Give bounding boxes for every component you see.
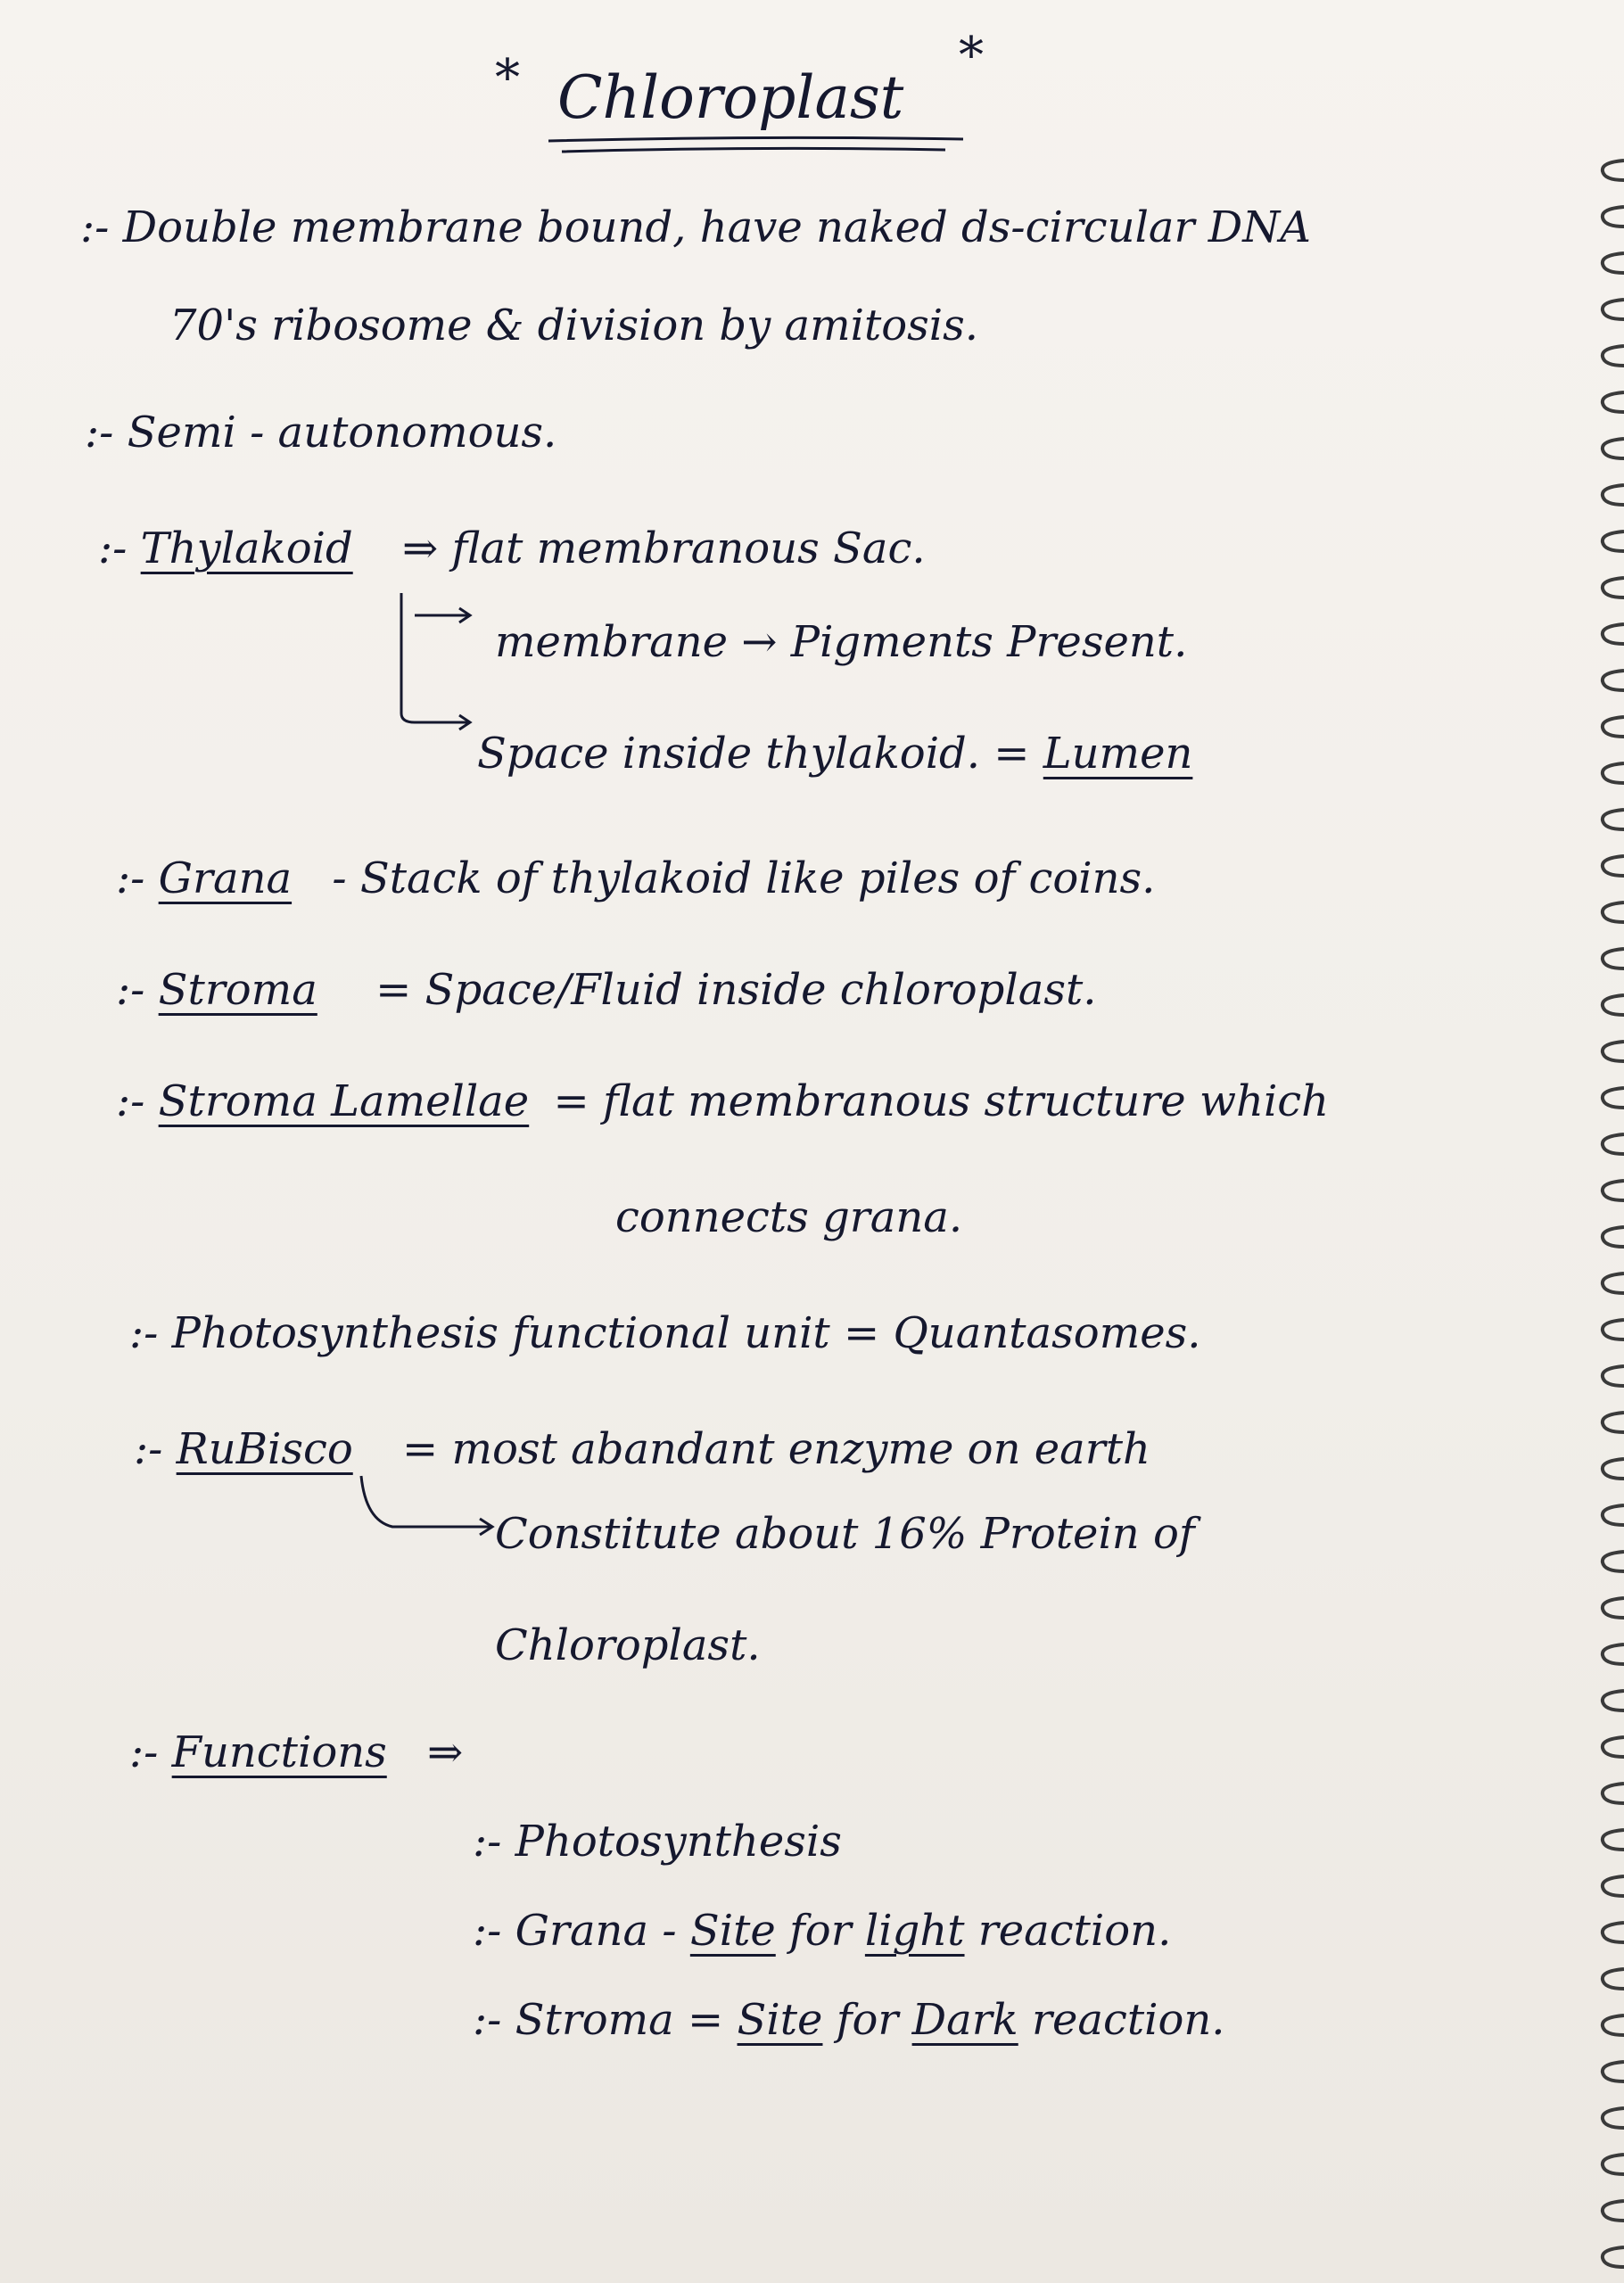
spiral-ring xyxy=(1603,2201,1624,2221)
note-membrane-pigments: membrane → Pigments Present. xyxy=(495,617,1188,667)
spiral-ring xyxy=(1603,902,1624,922)
title-star-left: * xyxy=(495,49,520,107)
page-title: Chloroplast xyxy=(557,63,904,132)
spiral-ring xyxy=(1603,161,1624,180)
spiral-ring xyxy=(1603,1876,1624,1896)
term-grana: Grana xyxy=(158,853,293,903)
spiral-ring xyxy=(1603,717,1624,737)
spiral-ring xyxy=(1603,1644,1624,1664)
function-photosynthesis: :- Photosynthesis xyxy=(473,1817,842,1867)
bullet: :- xyxy=(98,523,141,573)
note-semi-autonomous: :- Semi - autonomous. xyxy=(85,408,557,457)
note-rubisco xyxy=(134,1422,1150,1476)
grana-end: reaction. xyxy=(964,1906,1172,1956)
spiral-ring xyxy=(1603,1181,1624,1200)
note-connects-grana: connects grana. xyxy=(615,1192,963,1242)
hook-arrow-icon xyxy=(348,1471,499,1552)
spiral-ring xyxy=(1603,207,1624,227)
spiral-ring xyxy=(1603,1830,1624,1850)
spiral-ring xyxy=(1603,253,1624,273)
note-grana xyxy=(116,852,1155,905)
spiral-ring xyxy=(1603,1969,1624,1989)
bullet: :- xyxy=(134,1424,177,1474)
term-light: light xyxy=(864,1906,965,1956)
stroma-lamellae-definition: = flat membranous structure which xyxy=(553,1076,1330,1126)
function-stroma-dark xyxy=(473,1993,1225,2047)
branch-arrow-icon xyxy=(383,589,482,749)
term-lumen: Lumen xyxy=(1043,729,1193,779)
functions-arrow: ⇒ xyxy=(427,1727,464,1777)
note-stroma xyxy=(116,963,1097,1017)
stroma-definition: = Space/Fluid inside chloroplast. xyxy=(375,965,1097,1015)
spiral-ring xyxy=(1603,1737,1624,1757)
spiral-ring xyxy=(1603,2155,1624,2174)
spiral-ring xyxy=(1603,1784,1624,1803)
spiral-ring xyxy=(1603,995,1624,1015)
spiral-ring xyxy=(1603,624,1624,644)
thylakoid-definition: ⇒ flat membranous Sac. xyxy=(402,523,926,573)
spiral-ring xyxy=(1603,671,1624,690)
stroma-prefix: :- Stroma = xyxy=(473,1995,738,2045)
term-site-dark: Site xyxy=(737,1995,823,2045)
bullet: :- xyxy=(116,965,159,1015)
note-rubisco-chloroplast: Chloroplast. xyxy=(495,1620,761,1670)
bullet: :- xyxy=(116,1076,159,1126)
spiral-ring xyxy=(1603,392,1624,412)
spiral-ring xyxy=(1603,1088,1624,1108)
spiral-ring xyxy=(1603,810,1624,829)
note-thylakoid xyxy=(98,522,926,575)
spiral-ring xyxy=(1603,2062,1624,2081)
note-quantasomes: :- Photosynthesis functional unit = Quantasomes. xyxy=(129,1308,1201,1358)
spiral-ring xyxy=(1603,2247,1624,2267)
term-stroma-lamellae: Stroma Lamellae xyxy=(158,1076,530,1126)
note-lumen xyxy=(477,727,1192,780)
grana-mid: for xyxy=(775,1906,865,1956)
spiral-ring xyxy=(1603,2015,1624,2035)
stroma-mid: for xyxy=(822,1995,912,2045)
spiral-ring xyxy=(1603,1505,1624,1525)
spiral-ring xyxy=(1603,1459,1624,1479)
spiral-ring xyxy=(1603,485,1624,505)
term-functions: Functions xyxy=(171,1727,387,1777)
lumen-text: Space inside thylakoid. = xyxy=(477,729,1043,779)
spiral-ring xyxy=(1603,1134,1624,1154)
term-site-light: Site xyxy=(689,1906,776,1956)
spiral-binding xyxy=(1581,0,1624,2283)
spiral-ring xyxy=(1603,856,1624,876)
bullet: :- xyxy=(129,1727,172,1777)
spiral-ring xyxy=(1603,1320,1624,1339)
title-star-right: * xyxy=(959,27,984,85)
note-rubisco-protein: Constitute about 16% Protein of xyxy=(495,1509,1195,1559)
term-dark: Dark xyxy=(911,1995,1018,2045)
spiral-ring xyxy=(1603,1227,1624,1247)
spiral-ring xyxy=(1603,1552,1624,1571)
term-stroma: Stroma xyxy=(158,965,317,1015)
spiral-ring xyxy=(1603,1273,1624,1293)
spiral-ring xyxy=(1603,1366,1624,1386)
grana-definition: - Stack of thylakoid like piles of coins. xyxy=(332,853,1156,903)
title-underline xyxy=(544,134,972,161)
term-rubisco: RuBisco xyxy=(176,1424,353,1474)
grana-prefix: :- Grana - xyxy=(473,1906,690,1956)
bullet: :- xyxy=(116,853,159,903)
spiral-ring xyxy=(1603,1042,1624,1061)
function-grana-light xyxy=(473,1904,1171,1957)
spiral-ring xyxy=(1603,1413,1624,1432)
spiral-ring xyxy=(1603,1598,1624,1618)
spiral-ring xyxy=(1603,763,1624,783)
stroma-end: reaction. xyxy=(1018,1995,1225,2045)
spiral-ring xyxy=(1603,300,1624,319)
spiral-ring xyxy=(1603,439,1624,458)
rubisco-definition: = most abandant enzyme on earth xyxy=(402,1424,1150,1474)
note-ribosome-division: 70's ribosome & division by amitosis. xyxy=(169,301,979,350)
term-thylakoid: Thylakoid xyxy=(140,523,353,573)
note-stroma-lamellae xyxy=(116,1075,1329,1128)
note-double-membrane: :- Double membrane bound, have naked ds-circular DNA xyxy=(80,202,1311,252)
spiral-ring xyxy=(1603,1923,1624,1942)
spiral-ring xyxy=(1603,532,1624,551)
spiral-ring xyxy=(1603,346,1624,366)
spiral-ring xyxy=(1603,1691,1624,1710)
note-functions xyxy=(129,1726,463,1779)
spiral-ring xyxy=(1603,2108,1624,2128)
spiral-ring xyxy=(1603,578,1624,598)
spiral-ring xyxy=(1603,949,1624,968)
